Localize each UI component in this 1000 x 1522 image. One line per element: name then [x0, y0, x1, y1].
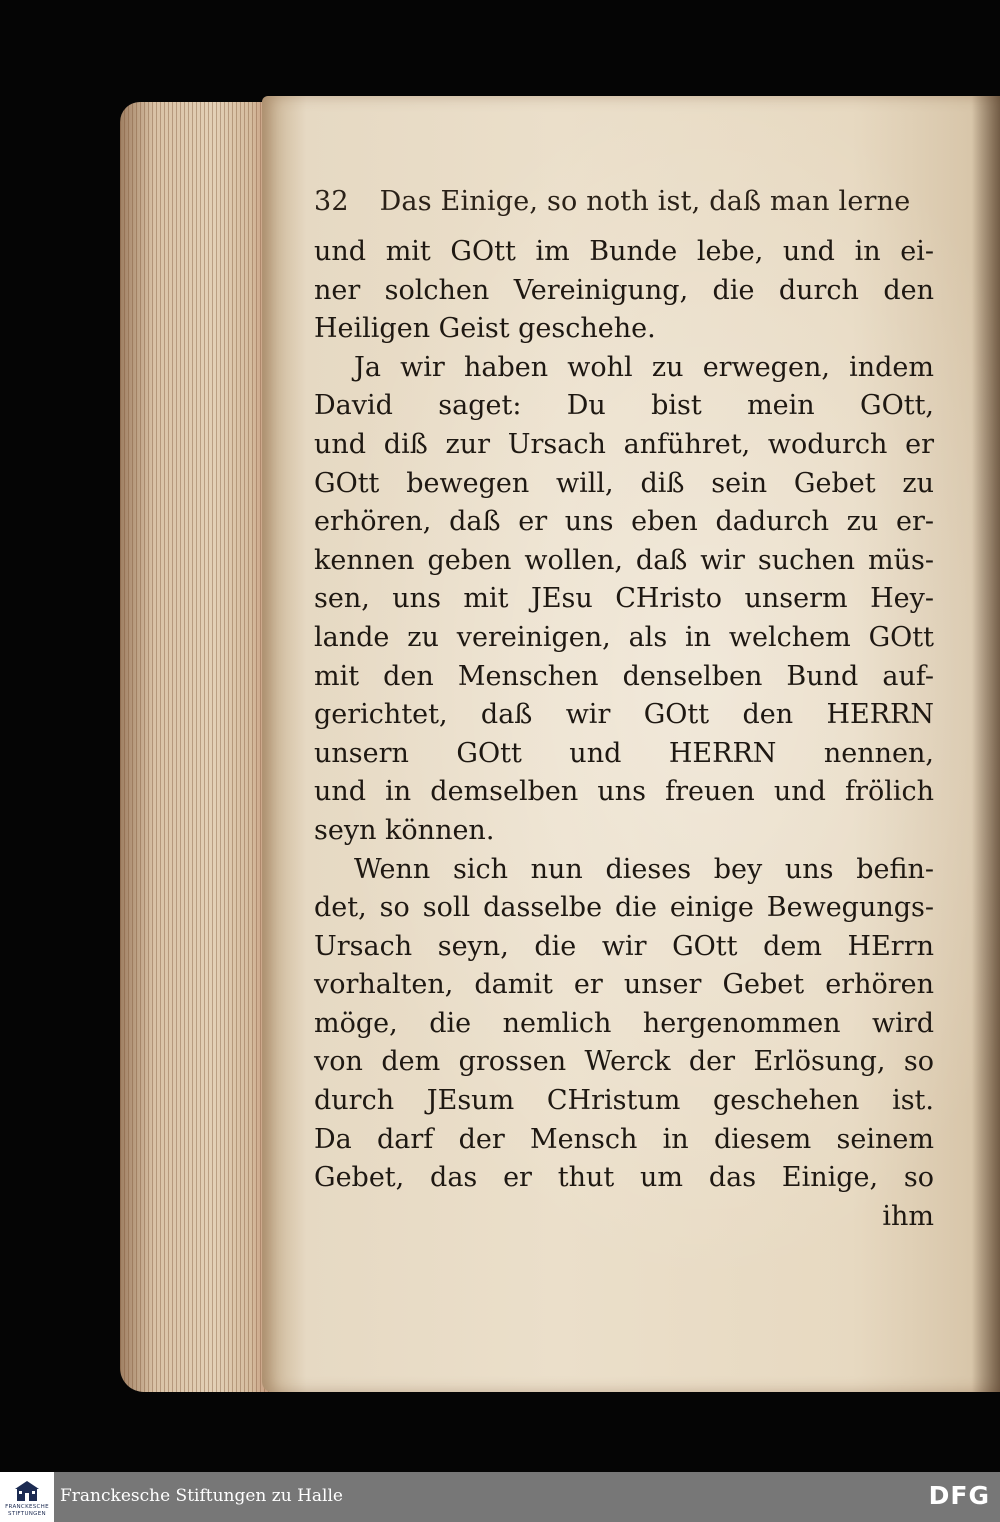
- text-line: unsern GOtt und HERRN nennen,: [314, 737, 934, 769]
- text-line: möge, die nemlich hergenommen wird: [314, 1007, 934, 1039]
- text-line: lande zu vereinigen, als in welchem GOtt: [314, 621, 934, 653]
- text-line: Wenn sich nun dieses bey uns befin-: [354, 853, 934, 885]
- text-line: von dem grossen Werck der Erlösung, so: [314, 1046, 934, 1078]
- logo-wordmark: FRANCKESCHE STIFTUNGEN: [5, 1504, 49, 1517]
- text-line: Da darf der Mensch in diesem seinem: [314, 1123, 934, 1155]
- text-line: mit den Menschen denselben Bund auf-: [314, 660, 934, 692]
- text-line: GOtt bewegen will, diß sein Gebet zu: [314, 467, 934, 499]
- text-line: ner solchen Vereinigung, die durch den: [314, 274, 934, 306]
- text-line: und mit GOtt im Bunde lebe, und in ei-: [314, 236, 934, 267]
- institution-logo[interactable]: [0, 1472, 54, 1522]
- viewer-footer: [0, 1472, 1000, 1522]
- text-line: durch JEsum CHristum geschehen ist.: [314, 1085, 934, 1117]
- text-line: det, so soll dasselbe die einige Bewegungs-: [314, 892, 934, 924]
- text-line: Heiligen Geist geschehe.: [314, 313, 656, 345]
- text-line: erhören, daß er uns eben dadurch zu er-: [314, 506, 934, 538]
- text-line: Ja wir haben wohl zu erwegen, indem: [354, 351, 934, 383]
- text-line: gerichtet, daß wir GOtt den HERRN: [314, 699, 934, 731]
- text-line: vorhalten, damit er unser Gebet erhören: [314, 969, 934, 1001]
- running-header: [314, 186, 914, 217]
- text-line: und in demselben uns freuen und frölich: [314, 776, 934, 808]
- text-line: sen, uns mit JEsu CHristo unserm Hey-: [314, 583, 934, 615]
- text-line: Ursach seyn, die wir GOtt dem HErrn: [314, 930, 934, 962]
- page-number: 32: [314, 186, 349, 217]
- catchword: ihm: [882, 1200, 934, 1232]
- running-head: Das Einige, so noth ist, daß man lerne: [379, 186, 911, 217]
- page-text: [314, 233, 934, 1236]
- institution-name[interactable]: Franckesche Stiftungen zu Halle: [60, 1486, 343, 1506]
- book-page: [262, 96, 1000, 1392]
- orphanage-building-icon: [14, 1480, 40, 1502]
- page-gutter: [972, 96, 1000, 1392]
- text-line: seyn können.: [314, 814, 495, 846]
- text-line: und diß zur Ursach anführet, wodurch er: [314, 428, 934, 460]
- text-line: kennen geben wollen, daß wir suchen müs-: [314, 544, 934, 576]
- text-line: Gebet, das er thut um das Einige, so: [314, 1162, 934, 1194]
- text-line: David saget: Du bist mein GOtt,: [314, 390, 934, 422]
- dfg-logo[interactable]: DFG: [928, 1481, 990, 1510]
